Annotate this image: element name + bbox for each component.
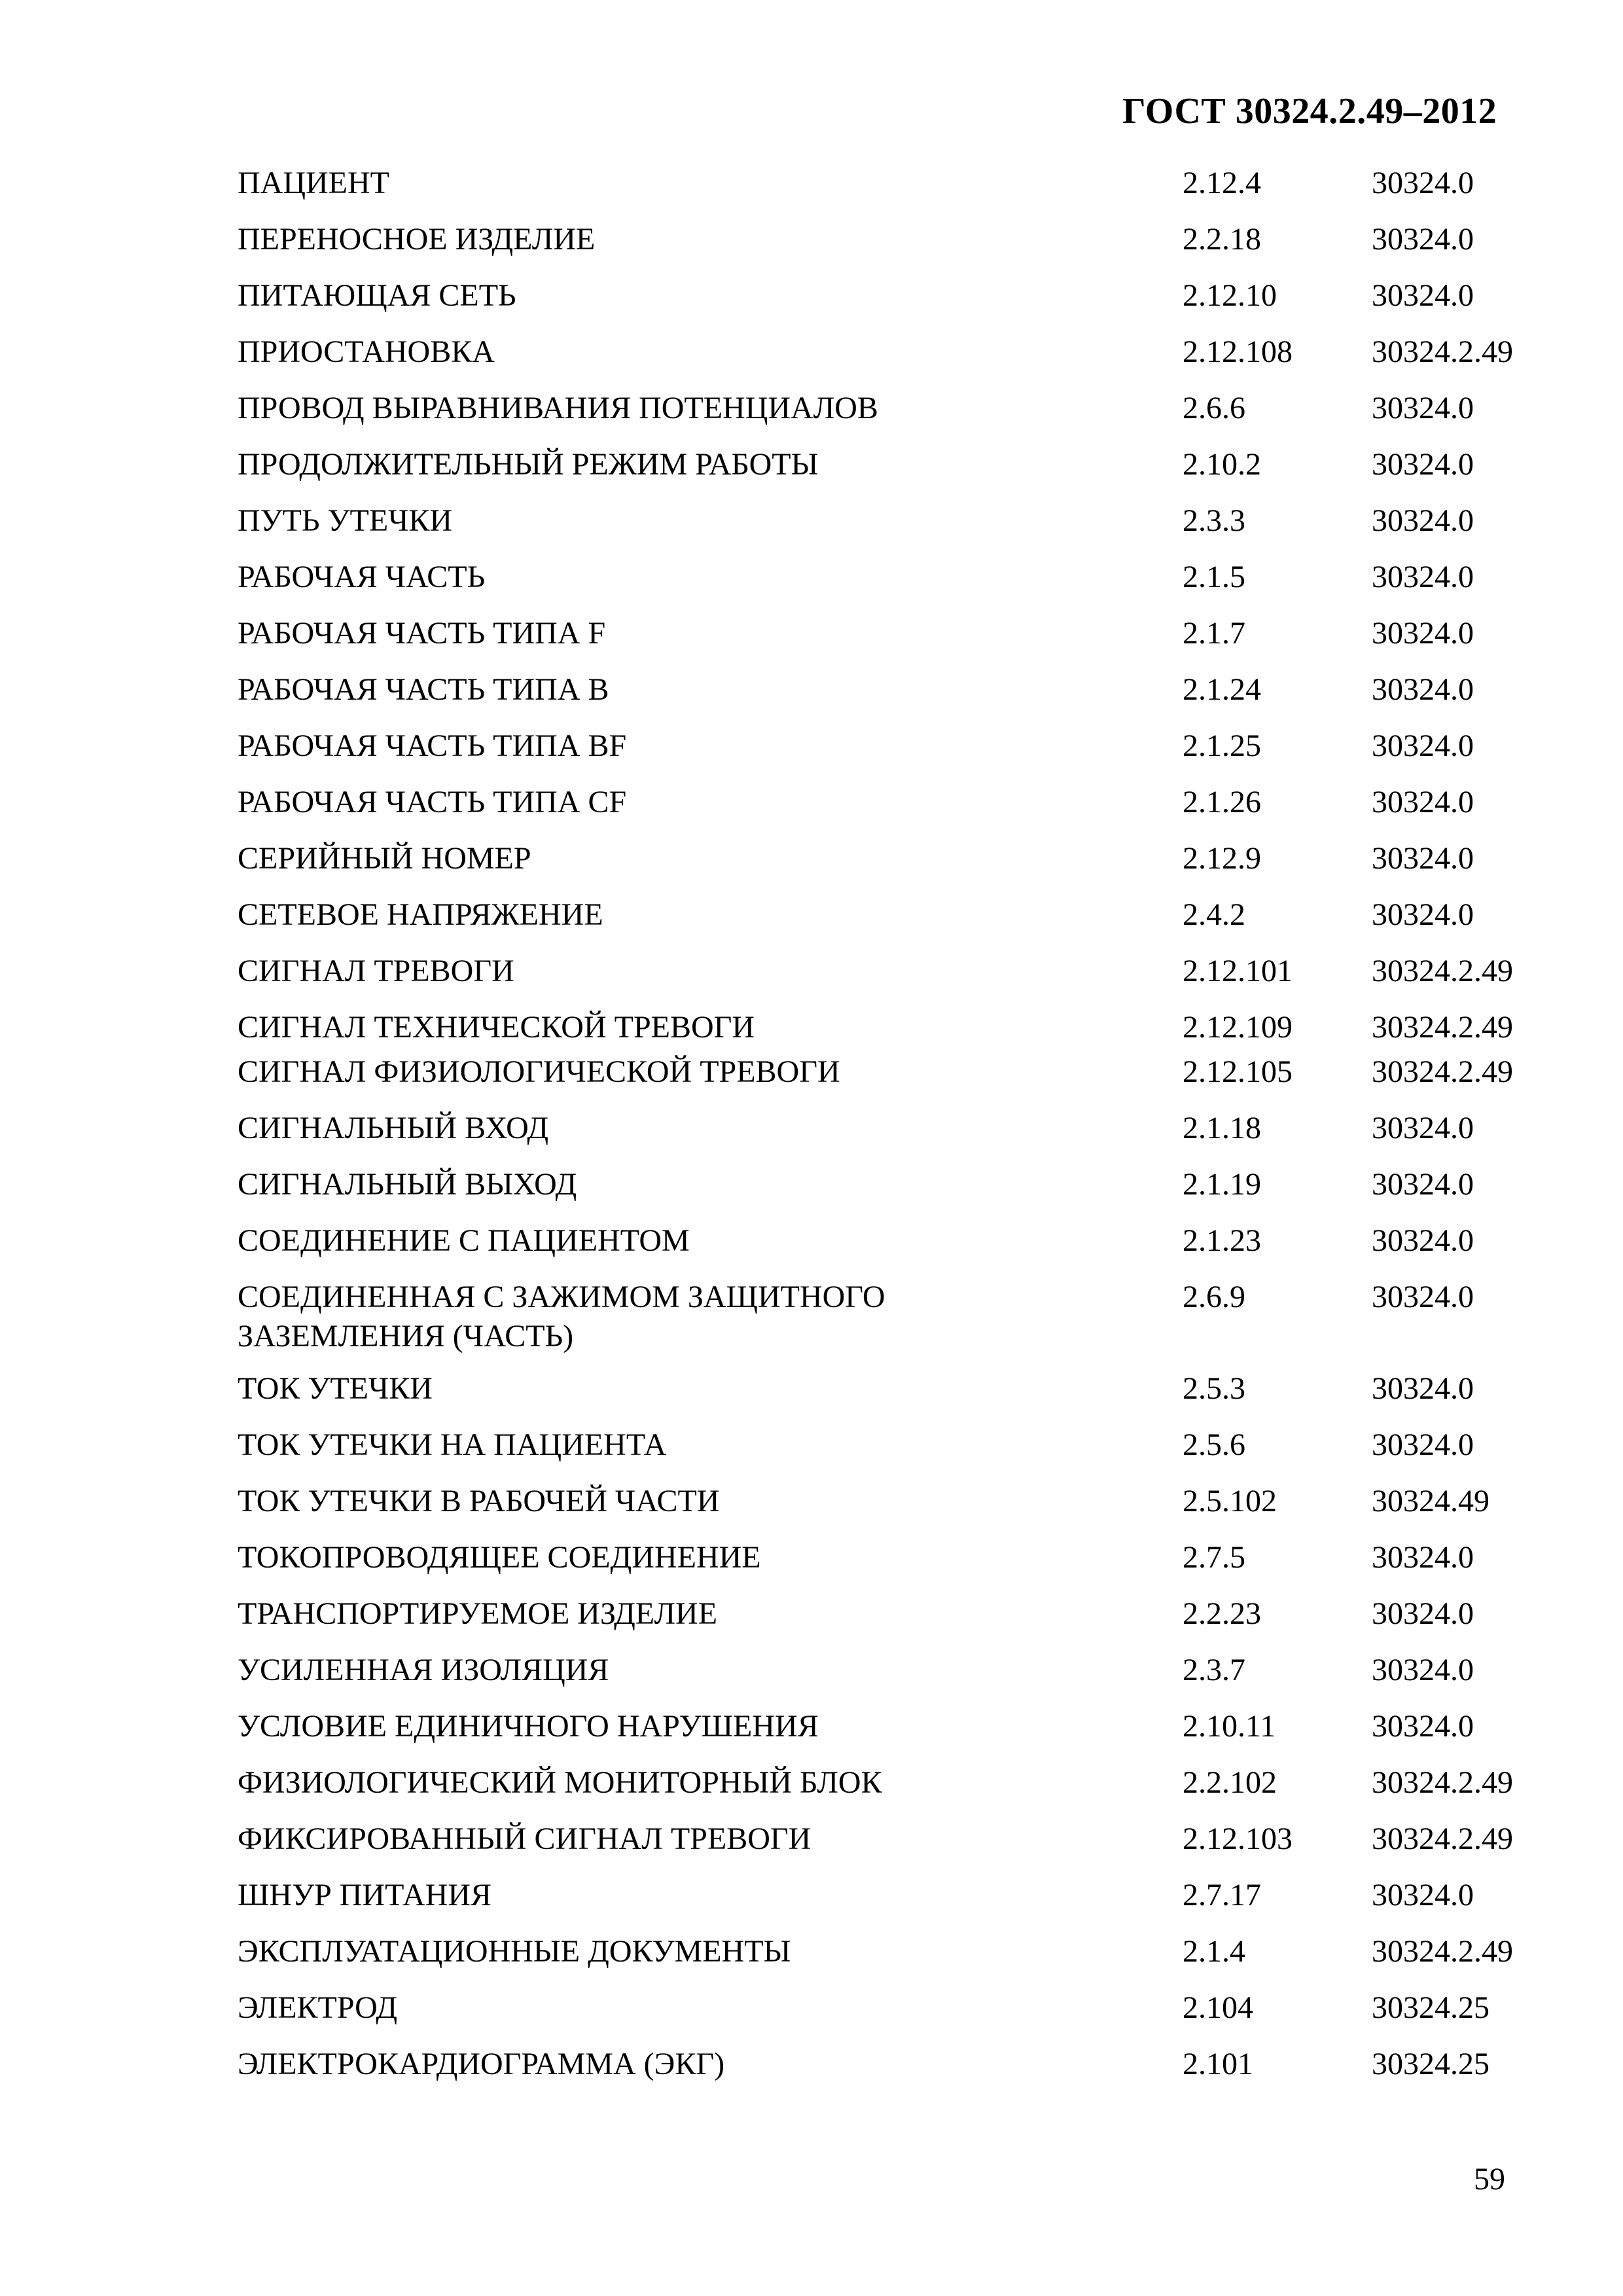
index-term: ТРАНСПОРТИРУЕМОЕ ИЗДЕЛИЕ <box>238 1596 718 1631</box>
index-standard: 30324.0 <box>1372 278 1474 313</box>
index-standard: 30324.0 <box>1372 1280 1474 1314</box>
index-section: 2.101 <box>1183 2047 1253 2081</box>
index-term: РАБОЧАЯ ЧАСТЬ ТИПА В <box>238 672 609 707</box>
index-term: ШНУР ПИТАНИЯ <box>238 1878 492 1912</box>
index-standard: 30324.0 <box>1372 222 1474 257</box>
index-section: 2.12.101 <box>1183 954 1293 988</box>
index-section: 2.12.109 <box>1183 1010 1293 1045</box>
index-section: 2.5.102 <box>1183 1484 1277 1518</box>
index-term: ЭКСПЛУАТАЦИОННЫЕ ДОКУМЕНТЫ <box>238 1934 791 1969</box>
index-term: ПУТЬ УТЕЧКИ <box>238 503 453 538</box>
index-standard: 30324.2.49 <box>1372 1821 1513 1856</box>
index-standard: 30324.0 <box>1372 728 1474 763</box>
index-term: СИГНАЛ ТЕХНИЧЕСКОЙ ТРЕВОГИ <box>238 1010 755 1045</box>
index-standard: 30324.25 <box>1372 2047 1489 2081</box>
index-standard: 30324.0 <box>1372 841 1474 876</box>
index-term-line: СОЕДИНЕННАЯ С ЗАЖИМОМ ЗАЩИТНОГО <box>238 1280 885 1314</box>
index-term: ФИЗИОЛОГИЧЕСКИЙ МОНИТОРНЫЙ БЛОК <box>238 1765 882 1800</box>
index-standard: 30324.25 <box>1372 1990 1489 2025</box>
page-header-title: ГОСТ 30324.2.49–2012 <box>1122 91 1497 132</box>
index-section: 2.2.23 <box>1183 1596 1261 1631</box>
index-term: ПАЦИЕНТ <box>238 166 389 200</box>
index-section: 2.10.2 <box>1183 447 1261 482</box>
index-term <box>238 1278 1088 1356</box>
index-term: ФИКСИРОВАННЫЙ СИГНАЛ ТРЕВОГИ <box>238 1821 812 1856</box>
index-term: СЕРИЙНЫЙ НОМЕР <box>238 841 531 876</box>
index-term: СИГНАЛ ФИЗИОЛОГИЧЕСКОЙ ТРЕВОГИ <box>238 1054 840 1089</box>
index-section: 2.3.7 <box>1183 1653 1245 1687</box>
index-term: СИГНАЛЬНЫЙ ВЫХОД <box>238 1167 577 1202</box>
index-standard: 30324.0 <box>1372 391 1474 425</box>
index-standard: 30324.0 <box>1372 672 1474 707</box>
index-section: 2.1.19 <box>1183 1167 1261 1202</box>
index-section: 2.1.18 <box>1183 1111 1261 1145</box>
index-term: ПИТАЮЩАЯ СЕТЬ <box>238 278 516 313</box>
index-section: 2.1.26 <box>1183 785 1261 819</box>
index-standard: 30324.2.49 <box>1372 1054 1513 1089</box>
index-section: 2.2.18 <box>1183 222 1261 257</box>
index-standard: 30324.2.49 <box>1372 1765 1513 1800</box>
index-term: СЕТЕВОЕ НАПРЯЖЕНИЕ <box>238 897 603 932</box>
index-section: 2.12.108 <box>1183 334 1293 369</box>
index-section: 2.104 <box>1183 1990 1253 2025</box>
index-term: РАБОЧАЯ ЧАСТЬ ТИПА F <box>238 616 606 651</box>
index-term: СИГНАЛЬНЫЙ ВХОД <box>238 1111 549 1145</box>
index-section: 2.5.6 <box>1183 1427 1245 1462</box>
index-standard: 30324.49 <box>1372 1484 1489 1518</box>
index-standard: 30324.2.49 <box>1372 1934 1513 1969</box>
index-standard: 30324.0 <box>1372 447 1474 482</box>
index-section: 2.6.6 <box>1183 391 1245 425</box>
index-standard: 30324.2.49 <box>1372 1010 1513 1045</box>
index-standard: 30324.0 <box>1372 1427 1474 1462</box>
index-term: ТОК УТЕЧКИ В РАБОЧЕЙ ЧАСТИ <box>238 1484 720 1518</box>
index-term: ПРОВОД ВЫРАВНИВАНИЯ ПОТЕНЦИАЛОВ <box>238 391 878 425</box>
index-section: 2.1.5 <box>1183 560 1245 594</box>
index-term: РАБОЧАЯ ЧАСТЬ <box>238 560 486 594</box>
index-standard: 30324.0 <box>1372 785 1474 819</box>
page-number: 59 <box>1474 2162 1505 2197</box>
index-section: 2.1.7 <box>1183 616 1245 651</box>
index-term: ТОКОПРОВОДЯЩЕЕ СОЕДИНЕНИЕ <box>238 1540 761 1575</box>
index-section: 2.12.105 <box>1183 1054 1293 1089</box>
index-standard: 30324.0 <box>1372 560 1474 594</box>
index-standard: 30324.0 <box>1372 1878 1474 1912</box>
index-standard: 30324.0 <box>1372 1596 1474 1631</box>
index-standard: 30324.0 <box>1372 1223 1474 1258</box>
index-term: УСЛОВИЕ ЕДИНИЧНОГО НАРУШЕНИЯ <box>238 1709 819 1744</box>
index-term: РАБОЧАЯ ЧАСТЬ ТИПА CF <box>238 785 627 819</box>
index-standard: 30324.2.49 <box>1372 334 1513 369</box>
index-term: УСИЛЕННАЯ ИЗОЛЯЦИЯ <box>238 1653 609 1687</box>
index-section: 2.5.3 <box>1183 1371 1245 1406</box>
index-standard: 30324.0 <box>1372 1709 1474 1744</box>
index-standard: 30324.0 <box>1372 1371 1474 1406</box>
index-section: 2.2.102 <box>1183 1765 1277 1800</box>
index-term: ЭЛЕКТРОКАРДИОГРАММА (ЭКГ) <box>238 2047 725 2081</box>
index-term: ЭЛЕКТРОД <box>238 1990 398 2025</box>
index-standard: 30324.0 <box>1372 1540 1474 1575</box>
index-term: РАБОЧАЯ ЧАСТЬ ТИПА BF <box>238 728 627 763</box>
index-section: 2.1.25 <box>1183 728 1261 763</box>
index-section: 2.1.24 <box>1183 672 1261 707</box>
index-section: 2.12.9 <box>1183 841 1261 876</box>
index-term: СИГНАЛ ТРЕВОГИ <box>238 954 514 988</box>
index-section: 2.7.5 <box>1183 1540 1245 1575</box>
index-standard: 30324.0 <box>1372 1111 1474 1145</box>
index-standard: 30324.0 <box>1372 503 1474 538</box>
index-term: ПРОДОЛЖИТЕЛЬНЫЙ РЕЖИМ РАБОТЫ <box>238 447 819 482</box>
index-section: 2.4.2 <box>1183 897 1245 932</box>
index-term: СОЕДИНЕНИЕ С ПАЦИЕНТОМ <box>238 1223 690 1258</box>
index-section: 2.6.9 <box>1183 1280 1245 1314</box>
index-term-line: ЗАЗЕМЛЕНИЯ (ЧАСТЬ) <box>238 1319 574 1354</box>
index-section: 2.3.3 <box>1183 503 1245 538</box>
index-term: ПРИОСТАНОВКА <box>238 334 495 369</box>
index-standard: 30324.0 <box>1372 1653 1474 1687</box>
index-standard: 30324.0 <box>1372 897 1474 932</box>
index-term: ТОК УТЕЧКИ <box>238 1371 433 1406</box>
index-section: 2.1.4 <box>1183 1934 1245 1969</box>
index-section: 2.12.4 <box>1183 166 1261 200</box>
index-term: ТОК УТЕЧКИ НА ПАЦИЕНТА <box>238 1427 667 1462</box>
index-section: 2.7.17 <box>1183 1878 1261 1912</box>
index-section: 2.1.23 <box>1183 1223 1261 1258</box>
index-standard: 30324.0 <box>1372 616 1474 651</box>
index-section: 2.12.103 <box>1183 1821 1293 1856</box>
index-term: ПЕРЕНОСНОЕ ИЗДЕЛИЕ <box>238 222 596 257</box>
index-section: 2.10.11 <box>1183 1709 1276 1744</box>
index-standard: 30324.0 <box>1372 166 1474 200</box>
index-section: 2.12.10 <box>1183 278 1277 313</box>
index-standard: 30324.0 <box>1372 1167 1474 1202</box>
index-standard: 30324.2.49 <box>1372 954 1513 988</box>
